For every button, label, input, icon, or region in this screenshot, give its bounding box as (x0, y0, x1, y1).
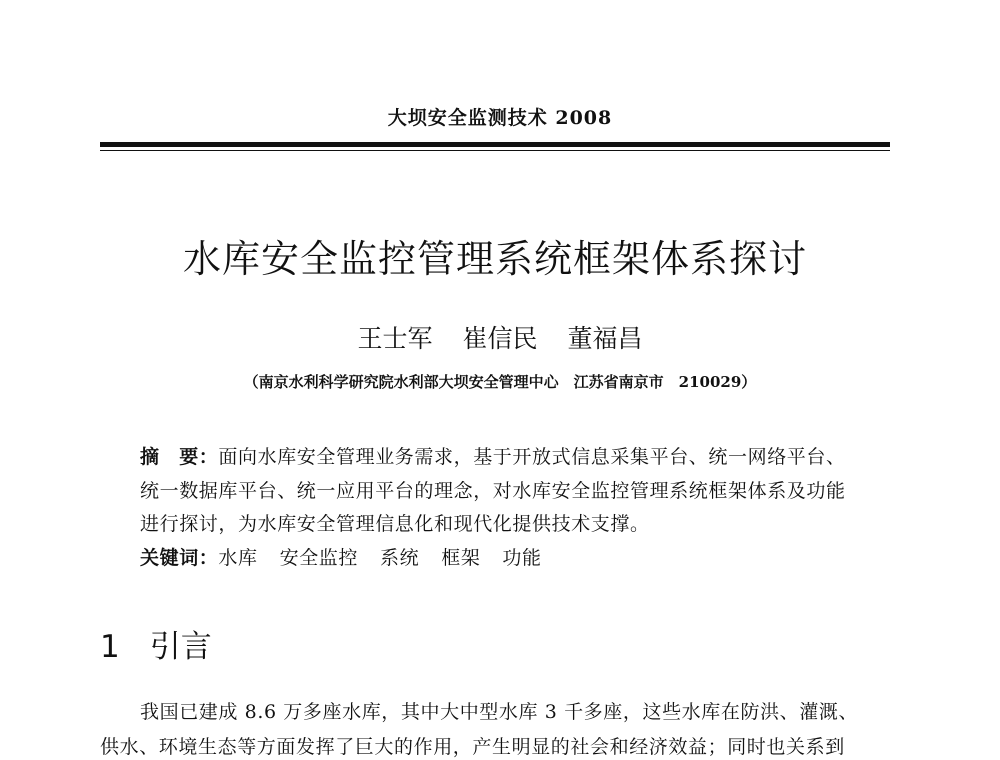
abstract-line-2: 统一数据库平台、统一应用平台的理念，对水库安全监控管理系统框架体系及功能 (140, 480, 846, 502)
paper-title: 水库安全监控管理系统框架体系探讨 (182, 237, 807, 281)
keyword: 安全监控 (279, 547, 359, 569)
keyword: 系统 (380, 547, 420, 569)
author-2: 崔信民 (462, 324, 538, 353)
author-1: 王士军 (357, 324, 433, 353)
keyword: 水库 (218, 547, 258, 569)
body-line-1: 我国已建成 8.6 万多座水库，其中大中型水库 3 千多座，这些水库在防洪、灌溉、 (140, 701, 859, 723)
abstract-label: 摘 要： (140, 446, 219, 468)
affiliation: （南京水利科学研究院水利部大坝安全管理中心 江苏省南京市 210029） (243, 373, 757, 391)
header-rule-thin (100, 150, 890, 151)
running-header: 大坝安全监测技术 2008 (387, 107, 613, 129)
section-number: 1 (100, 629, 120, 665)
keyword: 框架 (441, 547, 481, 569)
abstract-text: 面向水库安全管理业务需求，基于开放式信息采集平台、统一网络平台、 (218, 446, 846, 468)
section-title: 引言 (149, 629, 212, 665)
header-rule-thick (100, 142, 890, 147)
body-line-2: 供水、环境生态等方面发挥了巨大的作用，产生明显的社会和经济效益；同时也关系到 (100, 736, 845, 758)
keywords-line (140, 543, 892, 570)
abstract-line-3: 进行探讨，为水库安全管理信息化和现代化提供技术支撑。 (140, 513, 650, 535)
author-list (0, 319, 1000, 355)
author-3: 董福昌 (567, 324, 643, 353)
section-heading (100, 621, 212, 666)
keyword: 功能 (502, 547, 542, 569)
keywords-label: 关键词： (140, 547, 219, 569)
abstract-line-1 (140, 442, 892, 469)
